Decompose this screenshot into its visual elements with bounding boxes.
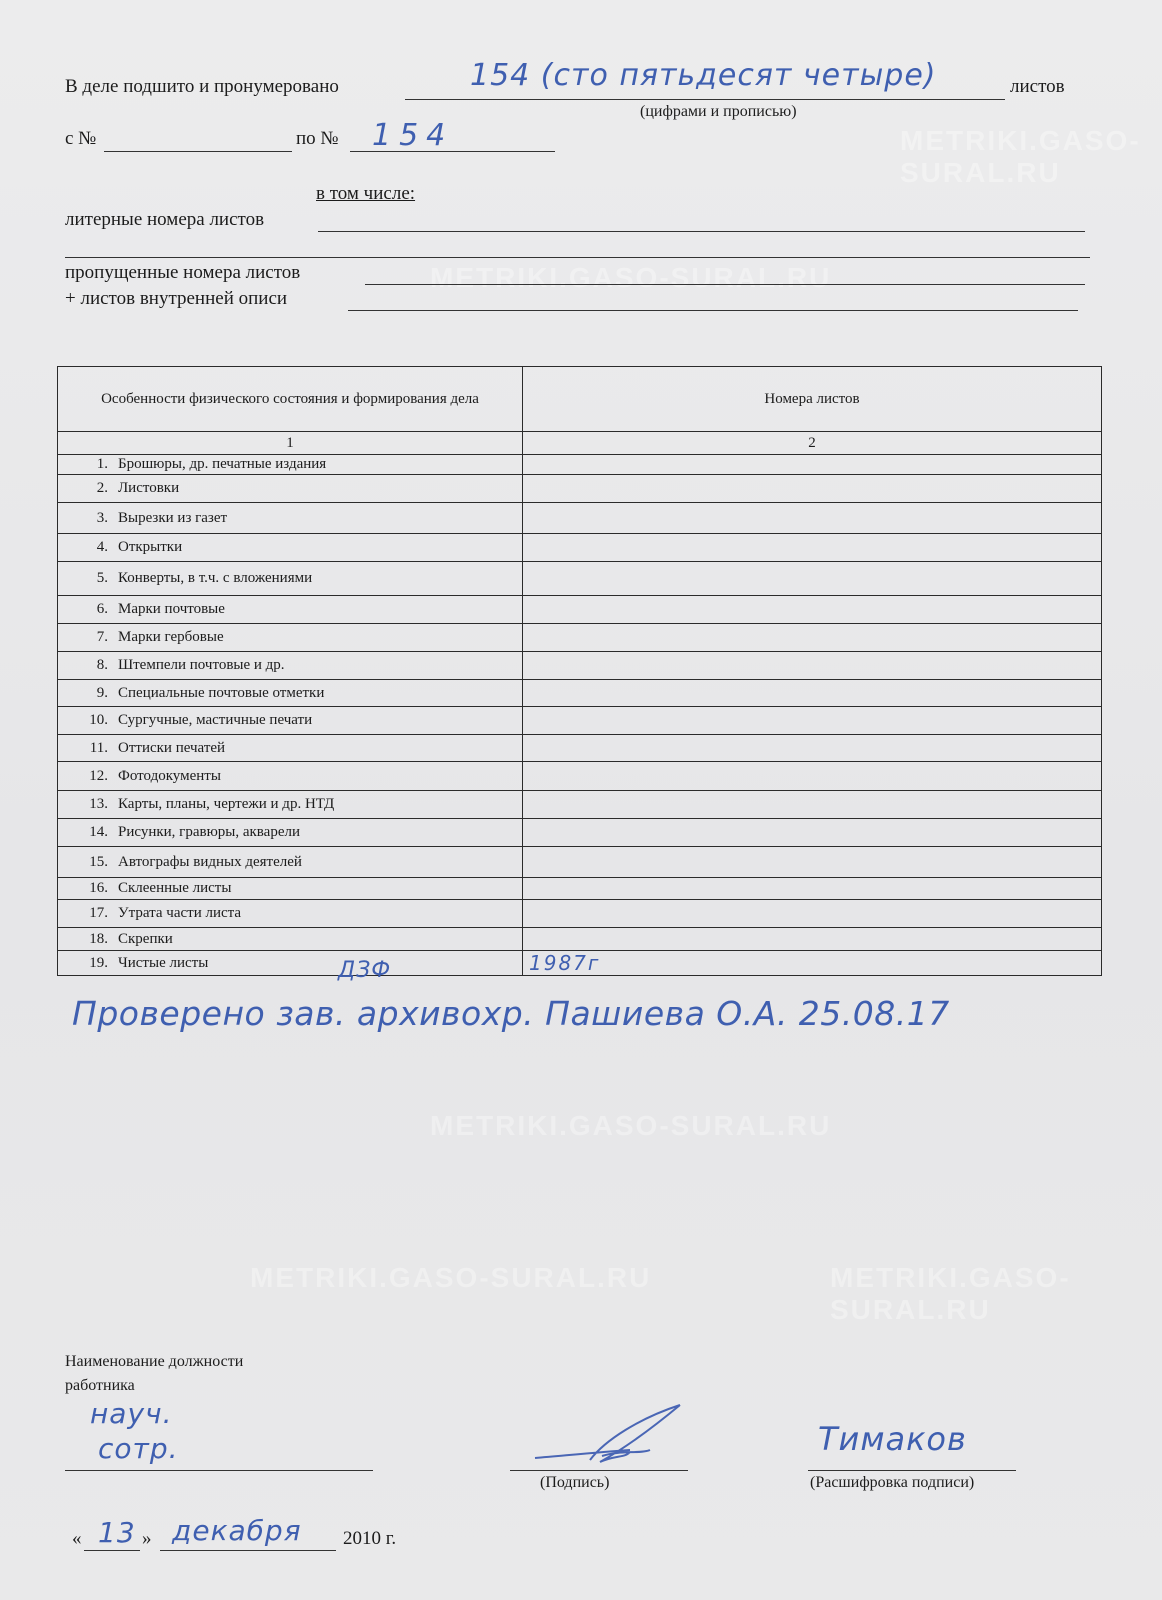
row-number: 1. — [96, 456, 108, 472]
row-number: 11. — [89, 739, 108, 756]
row-number: 7. — [96, 629, 108, 645]
row-value-cell — [523, 819, 1102, 847]
row-value-cell — [523, 878, 1102, 900]
count-handwritten: 154 (сто пятьдесят четыре) — [470, 58, 937, 93]
including-text: в том числе: — [316, 183, 416, 204]
position-label: Наименование должности работника — [65, 1353, 244, 1394]
row-label-cell — [58, 624, 523, 652]
watermark: METRIKI.GASO-SURAL.RU — [430, 1110, 832, 1141]
row-label: Фотодокументы — [118, 767, 221, 784]
row-number: 15. — [89, 853, 108, 870]
row-label-cell — [58, 951, 523, 976]
watermark: METRIKI.GASO-SURAL.RU — [430, 262, 832, 293]
row-label-cell — [58, 475, 523, 503]
position-handwritten-2: сотр. — [98, 1432, 179, 1465]
from-label: с № — [65, 128, 97, 149]
table-header-row — [58, 367, 1102, 432]
sheets-word: листов — [1010, 76, 1065, 97]
row-number: 4. — [96, 539, 108, 555]
row-number: 13. — [89, 796, 108, 812]
row-number: 9. — [96, 684, 108, 701]
watermark: METRIKI.GASO-SURAL.RU — [250, 1262, 652, 1293]
row-value-cell — [523, 680, 1102, 707]
signature-label: (Подпись) — [540, 1474, 610, 1491]
row-label-cell — [58, 596, 523, 624]
day-line — [84, 1550, 140, 1551]
decoding-line — [808, 1470, 1016, 1471]
row-value-cell — [523, 900, 1102, 928]
row-label-cell — [58, 762, 523, 791]
hint-text: (цифрами и прописью) — [640, 103, 797, 120]
row-label: Рисунки, гравюры, акварели — [118, 824, 301, 840]
row-label-cell — [58, 819, 523, 847]
row-label-cell — [58, 878, 523, 900]
row-number: 14. — [89, 824, 108, 840]
row-number: 8. — [96, 657, 108, 673]
row-label: Вырезки из газет — [118, 509, 228, 526]
watermark: METRIKI.GASO-SURAL.RU — [830, 1262, 1071, 1325]
row-value-cell — [523, 475, 1102, 503]
row-label: Скрепки — [118, 930, 173, 947]
row-label-cell — [58, 503, 523, 534]
table-row — [58, 735, 1102, 762]
row-value-cell — [523, 847, 1102, 878]
row-value-cell — [523, 562, 1102, 596]
table-row — [58, 819, 1102, 847]
letter-numbers-line-2 — [65, 257, 1090, 258]
col2-header: Номера листов — [523, 367, 1102, 432]
row-label-cell — [58, 534, 523, 562]
col2-index: 2 — [523, 432, 1102, 455]
row-label-cell — [58, 735, 523, 762]
row-value-cell — [523, 455, 1102, 475]
row-label-cell — [58, 455, 523, 475]
row-label-cell — [58, 928, 523, 951]
table-row — [58, 707, 1102, 735]
table-row — [58, 928, 1102, 951]
row-value: 1987г — [529, 951, 601, 975]
row-label: Чистые листы — [118, 954, 209, 971]
row-label-cell — [58, 652, 523, 680]
table-row — [58, 951, 1102, 976]
table-row — [58, 455, 1102, 475]
table-row — [58, 791, 1102, 819]
table-row — [58, 503, 1102, 534]
row-value-cell — [523, 951, 1102, 976]
row-label: Утрата части листа — [118, 905, 242, 921]
row-label: Штемпели почтовые и др. — [118, 657, 285, 673]
table-row — [58, 624, 1102, 652]
row-value-cell — [523, 707, 1102, 735]
to-label: по № — [296, 128, 339, 149]
row-number: 12. — [89, 767, 108, 784]
row-value-cell — [523, 928, 1102, 951]
check-note-handwritten: Проверено зав. архивохр. Пашиева О.А. 25.08.17 — [72, 994, 950, 1033]
row-number: 17. — [89, 905, 108, 921]
row-value-cell — [523, 652, 1102, 680]
row-number: 5. — [96, 570, 108, 586]
row-number: 19. — [89, 954, 108, 971]
row-label-cell — [58, 900, 523, 928]
table-row — [58, 680, 1102, 707]
missing-numbers-label: пропущенные номера листов — [65, 262, 301, 283]
date-open-quote: « — [72, 1528, 82, 1549]
table-row — [58, 900, 1102, 928]
row-label-cell — [58, 562, 523, 596]
date-close-quote: » — [142, 1528, 152, 1549]
inventory-table — [57, 366, 1102, 976]
table-row — [58, 847, 1102, 878]
row-value-cell — [523, 791, 1102, 819]
table-row — [58, 596, 1102, 624]
table-row — [58, 652, 1102, 680]
row-label: Специальные почтовые отметки — [118, 684, 325, 701]
row-value-cell — [523, 735, 1102, 762]
row-label-cell — [58, 791, 523, 819]
row-number: 18. — [89, 930, 108, 947]
to-handwritten: 154 — [372, 118, 454, 153]
from-line — [104, 151, 292, 152]
row-label: Марки гербовые — [118, 629, 224, 645]
table-row — [58, 878, 1102, 900]
watermark: METRIKI.GASO-SURAL.RU — [900, 125, 1141, 188]
name-handwritten: Тимаков — [818, 1420, 967, 1458]
signature-image — [530, 1400, 700, 1475]
row-label-cell — [58, 707, 523, 735]
month-line — [160, 1550, 336, 1551]
row-value-cell — [523, 762, 1102, 791]
row-label: Конверты, в т.ч. с вложениями — [118, 570, 313, 586]
row-label: Марки почтовые — [118, 601, 225, 617]
decoding-label: (Расшифровка подписи) — [810, 1474, 975, 1491]
position-line — [65, 1470, 373, 1471]
position-handwritten-1: науч. — [90, 1397, 173, 1430]
row-number: 10. — [89, 712, 108, 728]
row-number: 6. — [96, 601, 108, 617]
row-value-cell — [523, 596, 1102, 624]
table-index-row — [58, 432, 1102, 455]
row19-note-handwritten: ДЗФ — [338, 958, 392, 983]
row-label: Карты, планы, чертежи и др. НТД — [118, 796, 335, 812]
row-number: 2. — [96, 480, 108, 496]
intro-text: В деле подшито и пронумеровано — [65, 76, 339, 97]
col1-index: 1 — [58, 432, 523, 455]
row-label: Оттиски печатей — [118, 739, 226, 756]
row-label: Открытки — [118, 539, 183, 555]
missing-numbers-line — [365, 284, 1085, 285]
letter-numbers-line — [318, 231, 1085, 232]
day-handwritten: 13 — [98, 1516, 136, 1549]
row-label: Автографы видных деятелей — [118, 853, 302, 870]
letter-numbers-label: литерные номера листов — [65, 209, 265, 230]
table-row — [58, 562, 1102, 596]
table-row — [58, 475, 1102, 503]
row-label-cell — [58, 680, 523, 707]
col1-header: Особенности физического состояния и формирования дела — [58, 367, 523, 432]
inner-inventory-label: + листов внутренней описи — [65, 288, 288, 309]
row-value-cell — [523, 624, 1102, 652]
row-label: Листовки — [118, 480, 180, 496]
row-label: Сургучные, мастичные печати — [118, 712, 313, 728]
row-number: 16. — [89, 880, 108, 896]
signature-line — [510, 1470, 688, 1471]
table-row — [58, 534, 1102, 562]
row-label: Брошюры, др. печатные издания — [118, 456, 327, 472]
row-value-cell — [523, 534, 1102, 562]
count-line — [405, 99, 1005, 100]
row-label-cell — [58, 847, 523, 878]
month-handwritten: декабря — [172, 1514, 302, 1547]
table-row — [58, 762, 1102, 791]
row-label: Склеенные листы — [118, 880, 232, 896]
row-value-cell — [523, 503, 1102, 534]
inner-inventory-line — [348, 310, 1078, 311]
year-text: 2010 г. — [343, 1528, 397, 1549]
row-number: 3. — [96, 509, 108, 526]
